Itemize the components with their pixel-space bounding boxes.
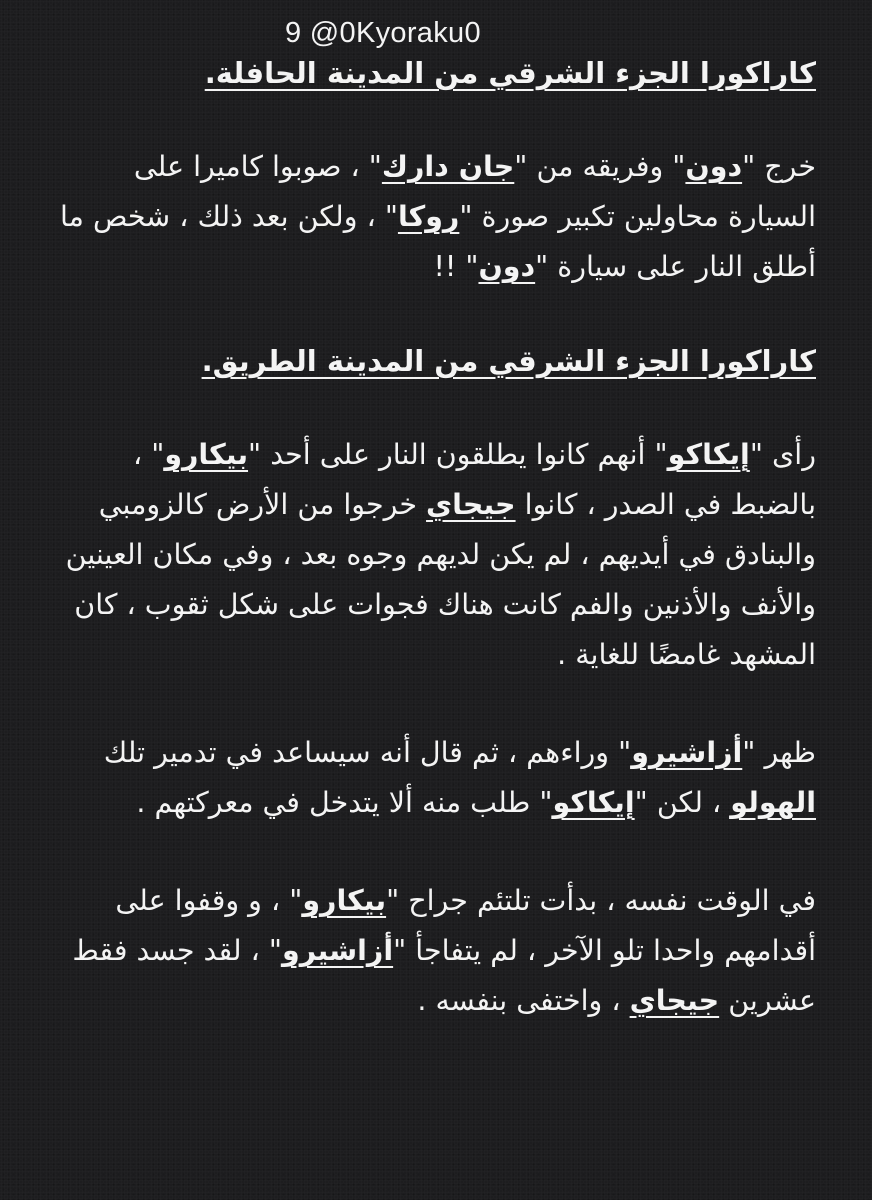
character-name: جيجاي — [426, 488, 516, 521]
character-name: روكا — [397, 200, 460, 233]
spacer — [40, 94, 816, 142]
section-heading-2: كاراكورا الجزء الشرقي من المدينة الطريق. — [201, 344, 816, 378]
character-name: أزاشيرو — [282, 934, 394, 967]
paragraph-text: " ، بالضبط في الصدر ، كانوا — [132, 438, 816, 521]
document-page — [40, 14, 816, 1200]
character-name: جيجاي — [629, 984, 720, 1017]
paragraph-text: رأى " — [749, 438, 816, 471]
paragraph-text: " ، ولكن بعد ذلك ، شخص ما أطلق النار على سيارة " — [59, 200, 816, 283]
paragraph-text: " طلب منه ألا يتدخل في معركتهم . — [136, 786, 553, 819]
paragraph-text: خرج " — [742, 150, 816, 183]
paragraph-text: " ، و وقفوا على أقدامهم واحدا تلو الآخر ، لم يتفاجأ " — [115, 884, 816, 967]
paragraph-text: " ، لقد جسد فقط عشرين — [72, 934, 816, 1017]
character-name: جان دارك — [381, 150, 515, 183]
character-name: دون — [685, 150, 743, 183]
character-name: أزاشيرو — [631, 736, 743, 769]
paragraph-4 — [40, 876, 816, 1026]
paragraph-text: في الوقت نفسه ، بدأت تلتئم جراح " — [386, 884, 816, 917]
character-name: إيكاكو — [667, 438, 750, 471]
section-heading-1: كاراكورا الجزء الشرقي من المدينة الحافلة. — [204, 56, 816, 90]
paragraph-text: " أنهم كانوا يطلقون النار على أحد " — [248, 438, 668, 471]
spacer — [40, 292, 816, 340]
spacer — [40, 382, 816, 430]
paragraph-text: " !! — [433, 250, 479, 283]
spacer — [40, 828, 816, 876]
paragraph-text: ظهر " — [742, 736, 816, 769]
paragraph-text: " وفريقه من " — [514, 150, 686, 183]
paragraph-text: خرجوا من الأرض كالزومبي والبنادق في أيديهم ، لم يكن لديهم وجوه بعد ، وفي مكان العينين والأنف والأذنين والفم كانت هناك فجوات على شكل ثقوب ، كان المشهد غامضًا للغاية . — [65, 488, 816, 671]
author-handle: 9 @0Kyoraku0 — [285, 17, 481, 49]
character-name: بيكارو — [164, 438, 249, 471]
character-name: الهولو — [730, 786, 816, 819]
paragraph-3 — [40, 728, 816, 828]
character-name: إيكاكو — [552, 786, 635, 819]
paragraph-2 — [40, 430, 816, 680]
paragraph-text: " وراءهم ، ثم قال أنه سيساعد في تدمير تلك — [103, 736, 632, 769]
paragraph-text: ، واختفى بنفسه . — [417, 984, 630, 1017]
paragraph-1 — [40, 142, 816, 292]
character-name: بيكارو — [302, 884, 387, 917]
paragraph-text: " ، صوبوا كاميرا على السيارة محاولين تكبير صورة " — [133, 150, 816, 233]
paragraph-text: ، لكن " — [634, 786, 731, 819]
character-name: دون — [478, 250, 536, 283]
spacer — [40, 680, 816, 728]
